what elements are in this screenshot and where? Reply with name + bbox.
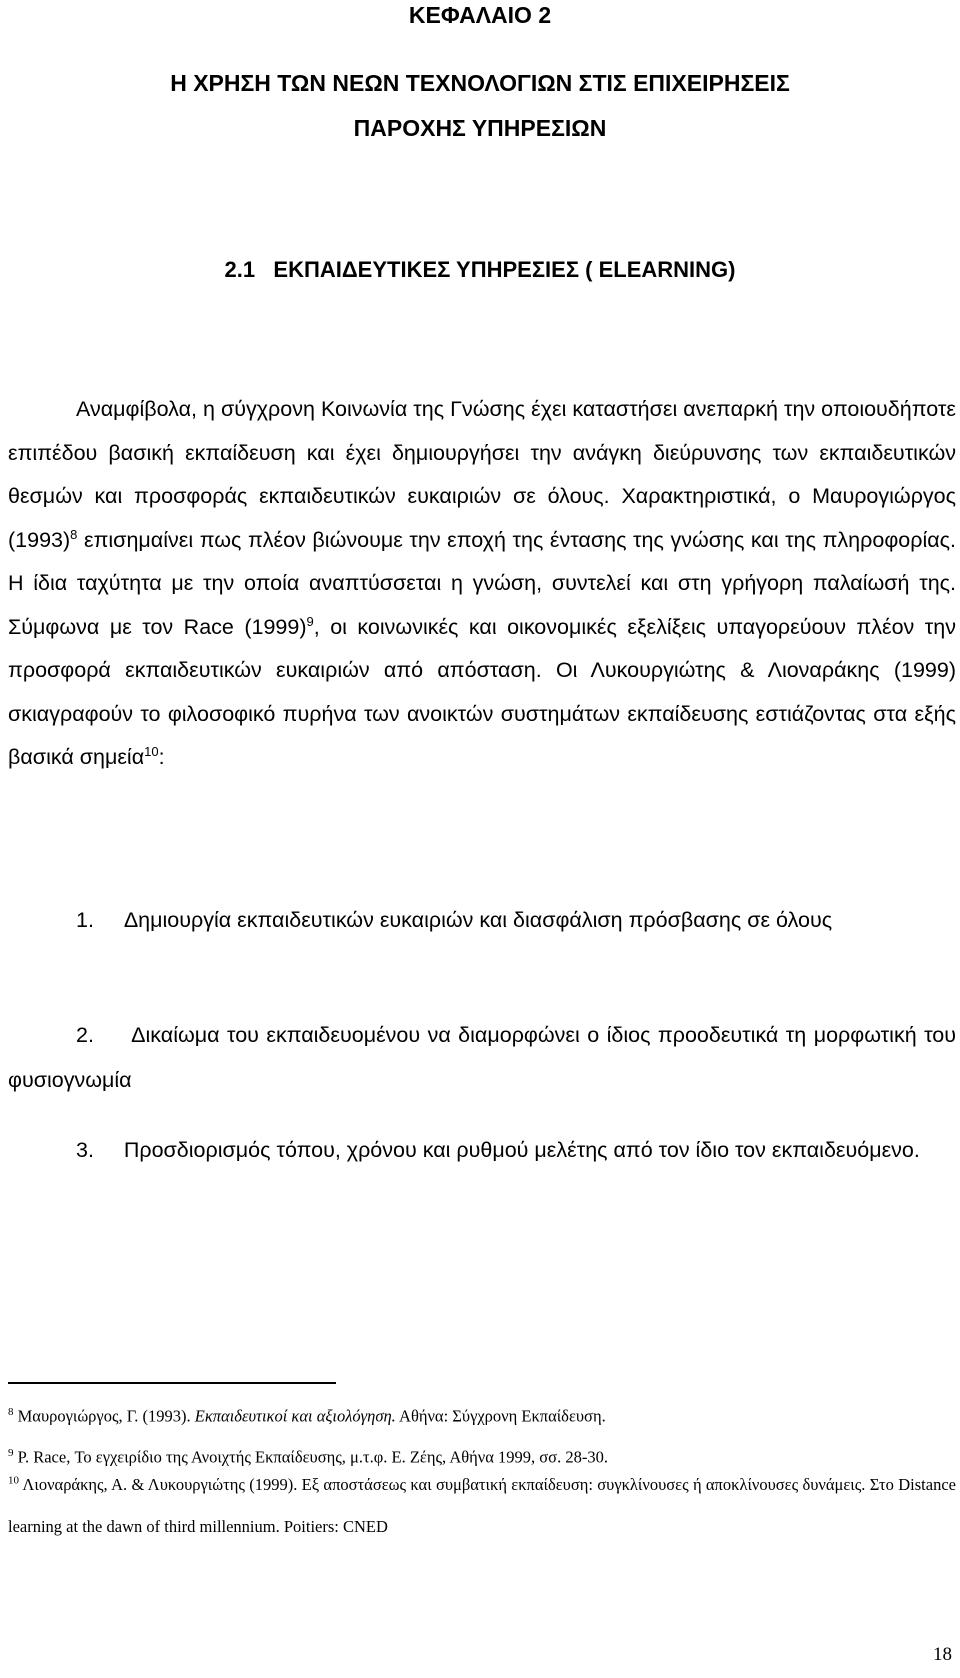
body-text-2: επισημαίνει πως πλέον βιώνουμε την εποχή της έντασης της γνώσης και της πληροφορίας. Η ίδια ταχύτητα με την οποία αναπτύσσεται η γνώση, συντελεί και στη γρήγορη παλαίωσή της. Σύμφωνα με τον Race (1999) <box>8 527 956 639</box>
section-number: 2.1 <box>224 257 256 282</box>
footnote-divider <box>8 1382 336 1384</box>
list-item <box>8 1128 956 1173</box>
footnote-mark: 8 <box>8 1406 14 1418</box>
list-item-text: Δικαίωμα του εκπαιδευομένου να διαμορφώνει ο ίδιος προοδευτικά τη μορφωτική του φυσιογνωμία <box>8 1023 957 1092</box>
footnote-text: Μαυρογιώργος, Γ. (1993). <box>13 1406 195 1426</box>
list-item-number: 3. <box>76 1138 94 1162</box>
footnote-ref-8[interactable]: 8 <box>70 526 78 542</box>
section-title: ΕΚΠΑΙΔΕΥΤΙΚΕΣ ΥΠΗΡΕΣΙΕΣ ( ELEARNING) <box>273 257 736 282</box>
chapter-title-line1: Η ΧΡΗΣΗ ΤΩΝ ΝΕΩΝ ΤΕΧΝΟΛΟΓΙΩΝ ΣΤΙΣ ΕΠΙΧΕΙΡΗΣΕΙΣ <box>170 70 790 96</box>
footnote-text: P. Race, Το εγχειρίδιο της Ανοιχτής Εκπαίδευσης, μ.τ.φ. Ε. Ζέης, Αθήνα 1999, σσ. 28-30. <box>13 1447 608 1467</box>
footnote-text: Λιοναράκης, Α. & Λυκουργιώτης (1999). Εξ αποστάσεως και συμβατική εκπαίδευση: συγκλίνουσες ή αποκλίνουσες δυνάμεις. Στο Distance learning at the dawn of third millennium. Poitiers: CNED <box>8 1475 956 1536</box>
footnote-8 <box>8 1400 956 1429</box>
body-text-4: : <box>158 745 165 769</box>
body-text-3: , οι κοινωνικές και οικονομικές εξελίξεις υπαγορεύουν πλέον την προσφορά εκπαιδευτικών ευκαιριών από απόσταση. Οι Λυκουργιώτης & Λιοναράκης (1999) σκιαγραφούν το φιλοσοφικό πυρήνα των ανοικτών συστημάτων εκπαίδευσης εστιάζοντας στα εξής βασικά σημεία <box>8 614 956 769</box>
footnote-ref-10[interactable]: 10 <box>144 743 159 759</box>
list-item-text: Δημιουργία εκπαιδευτικών ευκαιριών και διασφάλιση πρόσβασης σε όλους <box>123 908 833 932</box>
section-heading <box>0 257 960 283</box>
list-item-text: Προσδιορισμός τόπου, χρόνου και ρυθμού μελέτης από τον ίδιο τον εκπαιδευόμενο. <box>123 1138 920 1162</box>
body-paragraph <box>8 388 956 780</box>
footnote-text: Αθήνα: Σύγχρονη Εκπαίδευση. <box>395 1406 606 1426</box>
footnote-10 <box>8 1464 956 1548</box>
footnote-italic-title: Εκπαιδευτικοί και αξιολόγηση. <box>194 1406 396 1426</box>
footnote-mark: 9 <box>8 1447 14 1459</box>
page-number: 18 <box>933 1644 952 1665</box>
list-item <box>8 898 956 943</box>
list-item-number: 2. <box>76 1023 94 1047</box>
chapter-title-line2: ΠΑΡΟΧΗΣ ΥΠΗΡΕΣΙΩΝ <box>353 115 607 141</box>
footnote-ref-9[interactable]: 9 <box>306 613 314 629</box>
list-item <box>8 1013 956 1103</box>
body-text-1: Αναμφίβολα, η σύγχρονη Κοινωνία της Γνώσης έχει καταστήσει ανεπαρκή την οποιουδήποτε επιπέδου βασική εκπαίδευση και έχει δημιουργήσει την ανάγκη διεύρυνσης των εκπαιδευτικών θεσμών και προσφοράς εκπαιδευτικών ευκαιριών σε όλους. Χαρακτηριστικά, ο Μαυρογιώργος (1993) <box>8 397 956 552</box>
chapter-label: ΚΕΦΑΛΑΙΟ 2 <box>408 2 552 28</box>
footnote-mark: 10 <box>8 1474 19 1487</box>
list-item-number: 1. <box>76 908 94 932</box>
